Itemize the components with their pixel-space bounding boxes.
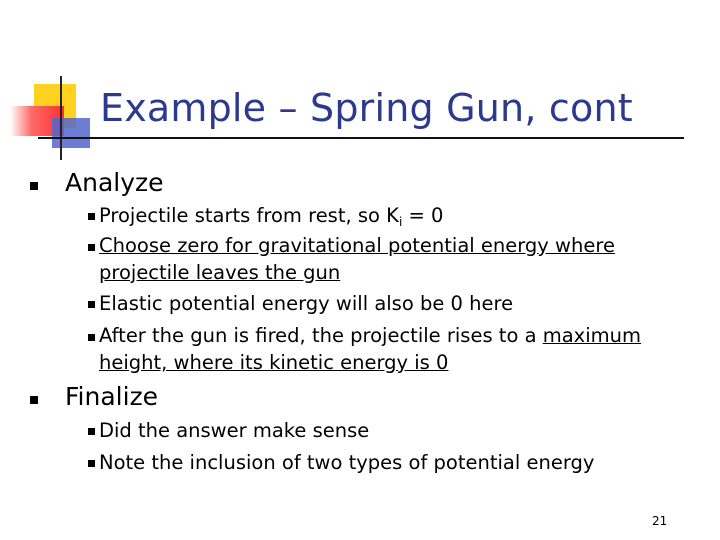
analyze-item-1-text: Projectile starts from rest, so K — [99, 204, 399, 227]
analyze-item-2-line2: projectile leaves the gun — [99, 261, 341, 284]
page-number: 21 — [652, 514, 668, 528]
decor-blue-square — [52, 118, 90, 148]
analyze-item-3 — [88, 289, 700, 319]
analyze-item-1-tail: = 0 — [402, 204, 444, 227]
square-bullet-icon — [30, 182, 38, 190]
square-bullet-icon — [88, 213, 95, 220]
analyze-item-2-line1: Choose zero for gravitational potential energy where — [99, 234, 615, 257]
square-bullet-icon — [88, 301, 95, 308]
analyze-item-3-text: Elastic potential energy will also be 0 here — [99, 292, 514, 315]
finalize-heading: Finalize — [65, 382, 159, 411]
finalize-item-1 — [88, 416, 700, 446]
analyze-item-4-line2: height, where its kinetic energy is 0 — [99, 351, 449, 374]
analyze-item-4-link: maximum — [542, 324, 641, 347]
analyze-item-2 — [88, 232, 700, 286]
finalize-item-2-text: Note the inclusion of two types of potential energy — [99, 451, 595, 474]
slide-title: Example – Spring Gun, cont — [100, 86, 633, 130]
analyze-item-4 — [88, 322, 700, 376]
square-bullet-icon — [88, 334, 95, 341]
analyze-item-1-subscript: i — [398, 215, 403, 229]
decor-vertical-line — [60, 76, 62, 160]
square-bullet-icon — [88, 460, 95, 467]
analyze-item-4-text: After the gun is fired, the projectile rises to a — [99, 324, 543, 347]
analyze-heading: Analyze — [65, 168, 164, 197]
finalize-item-2 — [88, 448, 700, 478]
title-divider — [38, 137, 684, 139]
finalize-item-1-text: Did the answer make sense — [99, 419, 370, 442]
square-bullet-icon — [30, 396, 38, 404]
square-bullet-icon — [88, 244, 95, 251]
square-bullet-icon — [88, 428, 95, 435]
